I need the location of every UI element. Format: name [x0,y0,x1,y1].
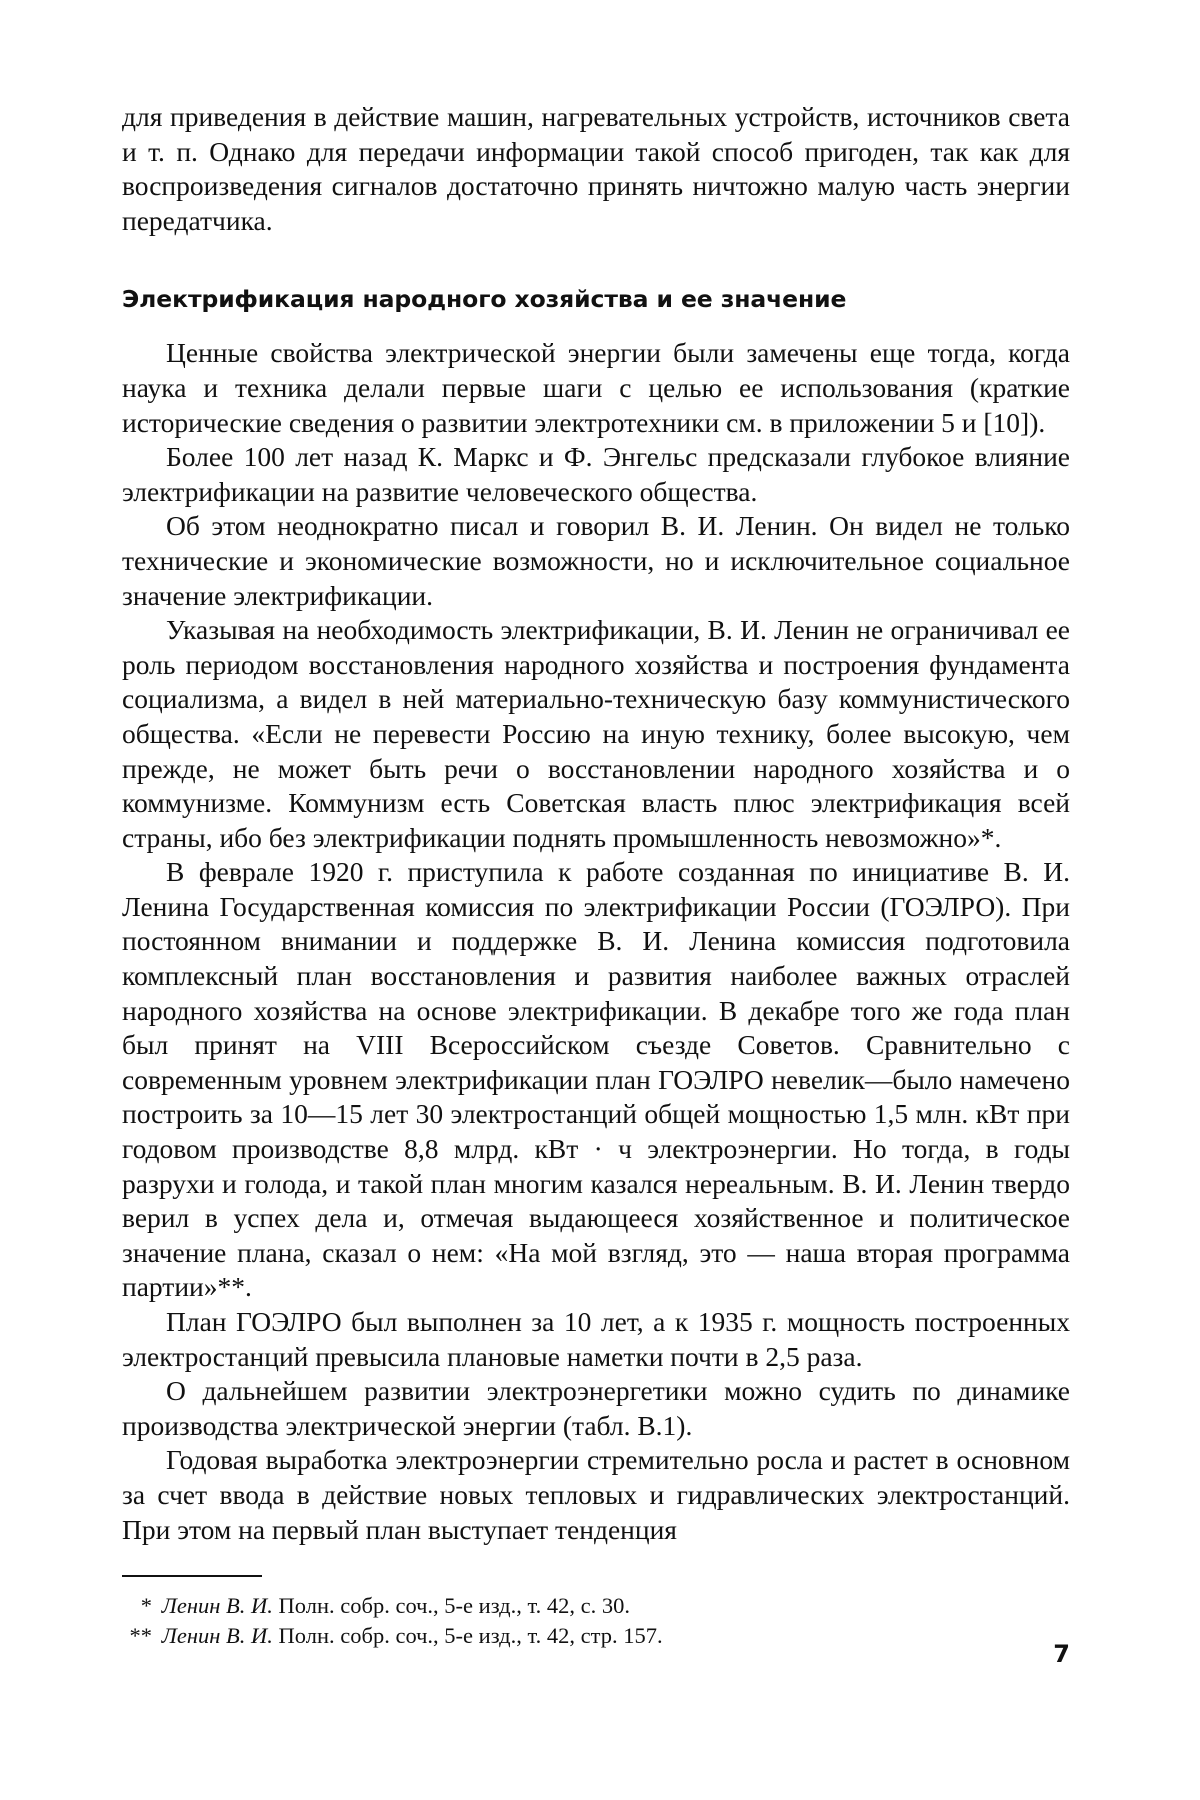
paragraph: О дальнейшем развитии электроэнергетики можно судить по динамике производства электрической энергии (табл. В.1). [122,1375,1070,1441]
paragraph: В феврале 1920 г. приступила к работе созданная по инициативе В. И. Ленина Государственная комиссия по электрификации России (ГОЭЛРО). При постоянном внимании и поддержке В. И. Ленина комиссия подготовила комплексный план восстановления и развития наиболее важных отраслей народного хозяйства на основе электрификации. В декабре того же года план был принят на VIII Всероссийском съезде Советов. Сравнительно с современным уровнем электрификации план ГОЭЛРО невелик—было намечено построить за 10—15 лет 30 электростанций общей мощностью 1,5 млн. кВт при годовом производстве 8,8 млрд. кВт · ч электроэнергии. Но тогда, в годы разрухи и голода, и такой план многим казался нереальным. В. И. Ленин твердо верил в успех дела и, отмечая выдающееся хозяйственное и политическое значение плана, сказал о нем: «На мой взгляд, это — наша вторая программа партии»**. [122,856,1070,1303]
paragraph: Об этом неоднократно писал и говорил В. И. Ленин. Он видел не только технические и экономические возможности, но и исключительное социальное значение электрификации. [122,510,1070,611]
footnote-text: Полн. собр. соч., 5-е изд., т. 42, с. 30. [278,1593,630,1619]
footnote-author: Ленин В. И. [161,1623,273,1649]
footnote [122,1621,1070,1651]
footnote-divider [122,1575,262,1577]
body-text [122,336,1070,1547]
intro-text [122,100,1070,238]
footnote-author: Ленин В. И. [161,1593,273,1619]
paragraph: Указывая на необходимость электрификации, В. И. Ленин не ограничивал ее роль периодом восстановления народного хозяйства и построения фундамента социализма, а видел в ней материально-техническую базу коммунистического общества. «Если не перевести Россию на иную технику, более высокую, чем прежде, не может быть речи о восстановлении народного хозяйства и о коммунизме. Коммунизм есть Советская власть плюс электрификация всей страны, ибо без электрификации поднять промышленность невозможно»*. [122,614,1070,853]
footnote-mark: * [140,1593,152,1619]
paragraph: Более 100 лет назад К. Маркс и Ф. Энгельс предсказали глубокое влияние электрификации на развитие человеческого общества. [122,441,1070,507]
paragraph: План ГОЭЛРО был выполнен за 10 лет, а к 1935 г. мощность построенных электростанций превысила плановые наметки почти в 2,5 раза. [122,1306,1070,1372]
footnote [122,1591,1070,1621]
footnotes [122,1591,1070,1651]
section-heading: Электрификация народного хозяйства и ее значение [122,285,847,314]
footnote-text: Полн. собр. соч., 5-е изд., т. 42, стр. 157. [278,1623,663,1649]
intro-paragraph: для приведения в действие машин, нагревательных устройств, источников света и т. п. Однако для передачи информации такой способ пригоден, так как для воспроизведения сигналов достаточно принять ничтожно малую часть энергии передатчика. [122,101,1070,236]
paragraph: Ценные свойства электрической энергии были замечены еще тогда, когда наука и техника делали первые шаги с целью ее использования (краткие исторические сведения о развитии электротехники см. в приложении 5 и [10]). [122,337,1070,438]
page-number: 7 [1053,1640,1070,1668]
paragraph: Годовая выработка электроэнергии стремительно росла и растет в основном за счет ввода в действие новых тепловых и гидравлических электростанций. При этом на первый план выступает тенденция [122,1444,1070,1545]
footnote-mark: ** [129,1623,152,1649]
book-page [122,100,1070,1760]
